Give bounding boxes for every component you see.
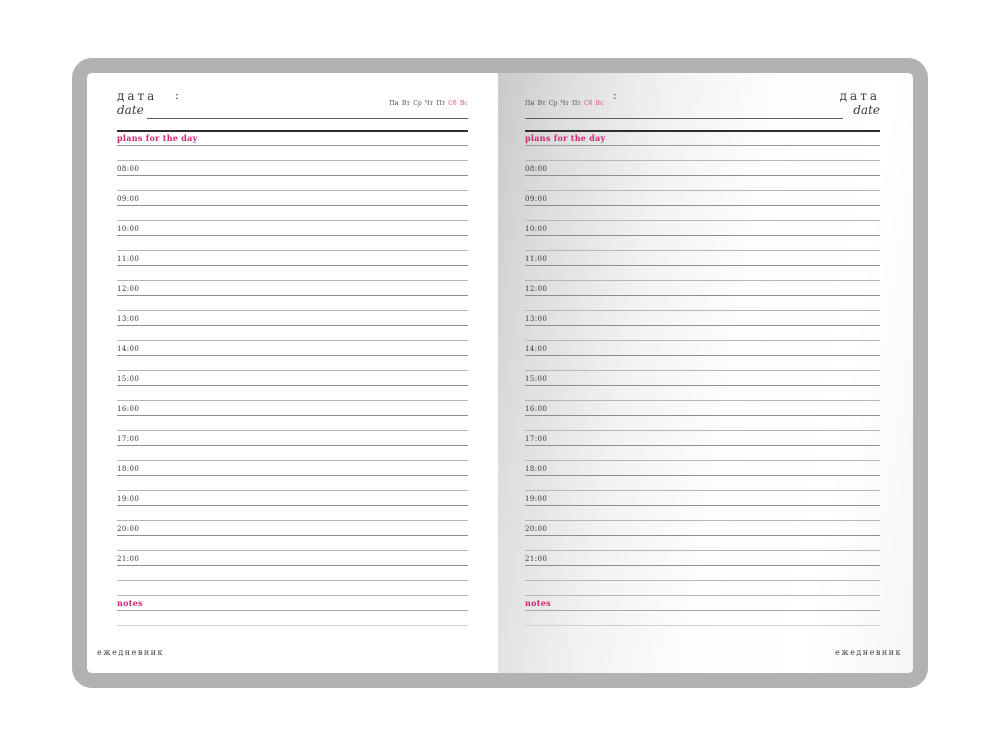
hour-row bbox=[117, 551, 468, 566]
hour-label: 10:00 bbox=[525, 225, 548, 233]
hour-writing-row bbox=[117, 506, 468, 521]
hour-writing-row bbox=[525, 266, 880, 281]
hour-row bbox=[117, 281, 468, 296]
date-label-en: date bbox=[117, 103, 144, 117]
hour-writing-row bbox=[525, 176, 880, 191]
left-page bbox=[87, 73, 498, 673]
hour-grid bbox=[117, 161, 468, 581]
date-label-en: date bbox=[853, 103, 880, 117]
plans-label: plans for the day bbox=[117, 133, 198, 143]
hour-writing-row bbox=[525, 296, 880, 311]
left-page-content bbox=[117, 73, 468, 673]
hour-writing-row bbox=[117, 206, 468, 221]
hour-writing-row bbox=[117, 176, 468, 191]
hour-label: 16:00 bbox=[525, 405, 548, 413]
weekday-label: Ср bbox=[413, 100, 422, 107]
hour-writing-row bbox=[525, 416, 880, 431]
hour-writing-row bbox=[117, 536, 468, 551]
hour-row bbox=[117, 251, 468, 266]
date-label-ru: дата bbox=[839, 89, 880, 103]
spacer-row bbox=[525, 146, 880, 161]
hour-label: 08:00 bbox=[525, 165, 548, 173]
date-write-line bbox=[147, 118, 468, 119]
hour-row bbox=[525, 221, 880, 236]
hour-row bbox=[525, 371, 880, 386]
cover-frame bbox=[72, 58, 928, 688]
weekday-label-weekend: Сб bbox=[583, 100, 593, 107]
hour-row bbox=[117, 191, 468, 206]
hour-row bbox=[117, 311, 468, 326]
weekday-workdays bbox=[525, 100, 581, 107]
hour-row bbox=[525, 521, 880, 536]
hour-writing-row bbox=[117, 296, 468, 311]
hour-row bbox=[525, 251, 880, 266]
weekday-label: Вт bbox=[401, 100, 411, 107]
right-page-content bbox=[525, 73, 880, 673]
hour-label: 19:00 bbox=[525, 495, 548, 503]
hour-writing-row bbox=[117, 386, 468, 401]
page-spread bbox=[87, 73, 913, 673]
notes-writing-row bbox=[525, 611, 880, 626]
weekday-label: Пн bbox=[525, 100, 535, 107]
hour-row bbox=[117, 521, 468, 536]
weekday-label: Пт bbox=[436, 100, 446, 107]
plans-header-row bbox=[525, 130, 880, 146]
spacer-row bbox=[525, 581, 880, 596]
hour-row bbox=[117, 341, 468, 356]
hour-label: 15:00 bbox=[525, 375, 548, 383]
weekday-weekend bbox=[448, 100, 468, 107]
right-page-header bbox=[525, 73, 880, 130]
hour-label: 14:00 bbox=[117, 345, 140, 353]
hour-grid bbox=[525, 161, 880, 581]
hour-label: 13:00 bbox=[117, 315, 140, 323]
weekday-label: Вт bbox=[537, 100, 546, 107]
hour-label: 21:00 bbox=[117, 555, 140, 563]
hour-label: 11:00 bbox=[525, 255, 548, 263]
hour-label: 17:00 bbox=[525, 435, 548, 443]
hour-row bbox=[525, 461, 880, 476]
hour-writing-row bbox=[525, 236, 880, 251]
hour-writing-row bbox=[525, 326, 880, 341]
weekday-label: Чт bbox=[560, 100, 569, 107]
brand-footer: ежедневник bbox=[97, 648, 164, 657]
hour-label: 21:00 bbox=[525, 555, 548, 563]
hour-label: 11:00 bbox=[117, 255, 140, 263]
notes-row bbox=[525, 596, 880, 611]
spacer-row bbox=[117, 581, 468, 596]
hour-writing-row bbox=[117, 476, 468, 491]
hour-label: 12:00 bbox=[525, 285, 548, 293]
hour-writing-row bbox=[117, 326, 468, 341]
weekday-label: Ср bbox=[548, 100, 558, 107]
time-colon: : bbox=[175, 89, 179, 102]
hour-writing-row bbox=[525, 476, 880, 491]
hour-label: 20:00 bbox=[525, 525, 548, 533]
weekday-workdays bbox=[389, 100, 445, 107]
plans-label: plans for the day bbox=[525, 133, 606, 143]
hour-label: 18:00 bbox=[117, 465, 140, 473]
weekday-weekend bbox=[584, 100, 604, 107]
notes-writing-row bbox=[117, 611, 468, 626]
hour-writing-row bbox=[525, 536, 880, 551]
weekday-label: Пт bbox=[571, 100, 581, 107]
hour-row bbox=[525, 431, 880, 446]
hour-row bbox=[117, 371, 468, 386]
hour-label: 17:00 bbox=[117, 435, 140, 443]
weekday-label-weekend: Вс bbox=[459, 100, 468, 107]
hour-label: 20:00 bbox=[117, 525, 140, 533]
hour-row bbox=[525, 401, 880, 416]
hour-writing-row bbox=[117, 266, 468, 281]
date-write-line bbox=[525, 118, 843, 119]
weekday-label-weekend: Сб bbox=[448, 100, 457, 107]
hour-writing-row bbox=[525, 566, 880, 581]
hour-label: 08:00 bbox=[117, 165, 140, 173]
right-page bbox=[498, 73, 913, 673]
hour-row bbox=[525, 161, 880, 176]
time-colon: : bbox=[613, 89, 617, 102]
hour-row bbox=[525, 491, 880, 506]
hour-row bbox=[525, 281, 880, 296]
weekday-row bbox=[525, 100, 604, 107]
hour-writing-row bbox=[525, 506, 880, 521]
hour-writing-row bbox=[117, 446, 468, 461]
date-label-ru: дата bbox=[117, 89, 158, 103]
notes-label: notes bbox=[525, 598, 551, 608]
weekday-label: Чт bbox=[424, 100, 434, 107]
hour-writing-row bbox=[117, 356, 468, 371]
hour-row bbox=[117, 221, 468, 236]
hour-label: 16:00 bbox=[117, 405, 140, 413]
hour-label: 09:00 bbox=[525, 195, 548, 203]
notes-row bbox=[117, 596, 468, 611]
hour-label: 13:00 bbox=[525, 315, 548, 323]
hour-label: 12:00 bbox=[117, 285, 140, 293]
hour-label: 10:00 bbox=[117, 225, 140, 233]
weekday-label-weekend: Вс bbox=[595, 100, 604, 107]
hour-label: 18:00 bbox=[525, 465, 548, 473]
hour-writing-row bbox=[117, 416, 468, 431]
hour-row bbox=[525, 191, 880, 206]
notes-label: notes bbox=[117, 598, 143, 608]
spacer-row bbox=[117, 146, 468, 161]
hour-label: 15:00 bbox=[117, 375, 140, 383]
hour-label: 09:00 bbox=[117, 195, 140, 203]
hour-row bbox=[117, 401, 468, 416]
hour-row bbox=[117, 461, 468, 476]
hour-writing-row bbox=[117, 566, 468, 581]
hour-row bbox=[525, 311, 880, 326]
left-page-header bbox=[117, 73, 468, 130]
hour-writing-row bbox=[525, 206, 880, 221]
hour-row bbox=[525, 341, 880, 356]
hour-writing-row bbox=[525, 446, 880, 461]
hour-row bbox=[117, 161, 468, 176]
brand-footer: ежедневник bbox=[835, 648, 902, 657]
hour-label: 19:00 bbox=[117, 495, 140, 503]
weekday-label: Пн bbox=[389, 100, 399, 107]
hour-writing-row bbox=[525, 386, 880, 401]
weekday-row bbox=[389, 100, 468, 107]
hour-row bbox=[525, 551, 880, 566]
hour-writing-row bbox=[117, 236, 468, 251]
plans-header-row bbox=[117, 130, 468, 146]
hour-writing-row bbox=[525, 356, 880, 371]
hour-row bbox=[117, 491, 468, 506]
hour-label: 14:00 bbox=[525, 345, 548, 353]
hour-row bbox=[117, 431, 468, 446]
